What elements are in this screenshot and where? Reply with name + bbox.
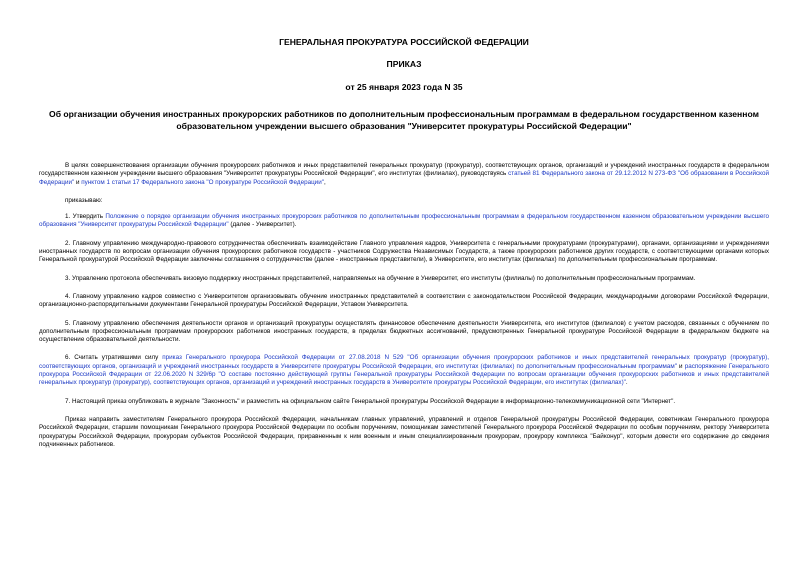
- preamble-paragraph: [39, 162, 769, 187]
- document-type: ПРИКАЗ: [386, 59, 422, 69]
- clause-1-start: 1. Утвердить: [65, 213, 106, 221]
- order-word: приказываю:: [65, 196, 103, 204]
- regulation-link[interactable]: Положение о порядке организации обучения иностранных прокурорских работников по дополнительным профессиональным программам в федеральном государственном казенном образовательном учреждении высшего образования "Университет прокуратуры Российской Федерации": [39, 213, 769, 229]
- clause-6-connector: и: [676, 362, 685, 370]
- document-body: [39, 162, 769, 449]
- order-529-link[interactable]: приказ Генерального прокурора Российской Федерации от 27.08.2018 N 529 "Об организации обучения прокурорских работников и иных представителей генеральных прокуратур (прокуратур), соответствующих органов, организаций и учреждений иностранных государств в Университете прокуратуры Российской Федерации, его институтах (филиалах) по дополнительным профессиональным программам": [39, 354, 770, 370]
- clause-6: [39, 354, 769, 387]
- distribution-paragraph: Приказ направить заместителям Генерального прокурора Российской Федерации, начальникам главных управлений, управлений и отделов Генеральной прокуратуры Российской Федерации, советникам Генерального прокурора Российской Федерации, старшим помощникам Генерального прокурора Российской Федерации по особым поручениям, помощникам заместителей Генерального прокурора Российской Федерации по особым поручениям, ректору Университета прокуратуры Российской Федерации, прокурорам субъектов Российской Федерации, приравненным к ним военным и иным специализированным прокурорам, прокурору комплекса "Байконур", которым довести его содержание до сведения подчиненных работников.: [39, 415, 769, 448]
- document-title: Об организации обучения иностранных прокурорских работников по дополнительным профессиональным программам в федеральном государственном казенном образовательном учреждении высшего образования "Университет прокуратуры Российской Федерации": [49, 109, 759, 131]
- preamble-end: ,: [323, 178, 326, 186]
- clause-3: 3. Управлению протокола обеспечивать визовую поддержку иностранных представителей, направляемых на обучение в Университет, его институты (филиалы) по дополнительным профессиональным программам.: [65, 274, 696, 282]
- clause-5: 5. Главному управлению обеспечения деятельности органов и организаций прокуратуры осуществлять финансовое обеспечение деятельности Университета, его институтов (филиалов) с учетом расходов, связанных с обучением по дополнительным профессиональным программам прокурорских работников иностранных государств, в пределах бюджетных ассигнований, предусмотренных Генеральной прокуратуре Российской Федерации в федеральном бюджете на осуществление образовательной деятельности.: [39, 319, 769, 344]
- clause-6-start: 6. Считать утратившими силу: [65, 354, 163, 362]
- clause-4: 4. Главному управлению кадров совместно с Университетом организовывать обучение иностранных представителей в соответствии с законодательством Российской Федерации, международными договорами Российской Федерации, организационно-распорядительными документами Генеральной прокуратуры Российской Федерации, Уставом Университета.: [39, 292, 769, 309]
- clause-6-end: .: [625, 379, 628, 387]
- prosecutor-law-link[interactable]: пунктом 1 статьи 17 Федерального закона "О прокуратуре Российской Федерации": [81, 178, 324, 186]
- document-date-number: от 25 января 2023 года N 35: [345, 82, 463, 92]
- clause-1: [39, 213, 769, 230]
- disposition-329-link[interactable]: распоряжение Генерального прокурора Российской Федерации от 22.06.2020 N 329/6р "О составе постоянно действующей группы Генеральной прокуратуры Российской Федерации по вопросам организации обучения прокурорских работников и иных представителей генеральных прокуратур (прокуратур), соответствующих органов, организаций и учреждений иностранных государств в Университете прокуратуры Российской Федерации, его институтах (филиалах)": [39, 362, 769, 387]
- preamble-connector: и: [74, 178, 82, 186]
- organization-heading: ГЕНЕРАЛЬНАЯ ПРОКУРАТУРА РОССИЙСКОЙ ФЕДЕРАЦИИ: [279, 37, 529, 47]
- preamble-text: В целях совершенствования организации обучения прокурорских работников и иных представителей генеральных прокуратур (прокуратур), соответствующих органов, организаций и учреждений иностранных государств в федеральном государственном казенном учреждении высшего образования "Университет прокуратуры Российской Федерации", его институтах (филиалах), руководствуясь: [39, 162, 769, 178]
- clause-2: 2. Главному управлению международно-правового сотрудничества обеспечивать взаимодействие Главного управления кадров, Университета с генеральными прокуратурами (прокуратурами), органами, организациями и учреждениями иностранных государств по вопросам организации обучения прокурорских работников государств - участников Содружества Независимых Государств, а также прокурорских работников других государств, с соответствующими органами которых Генеральной прокуратурой Российской Федерации заключены соглашения о сотрудничестве (далее - иностранные представители), в Университете, его институтах (филиалах) по дополнительным профессиональным программам.: [39, 239, 769, 264]
- clause-1-end: (далее - Университет).: [228, 221, 297, 229]
- clause-7: 7. Настоящий приказ опубликовать в журнале "Законность" и разместить на официальном сайте Генеральной прокуратуры Российской Федерации в информационно-телекоммуникационной сети "Интернет".: [65, 397, 676, 405]
- law-273-link[interactable]: статьей 81 Федерального закона от 29.12.2012 N 273-ФЗ "Об образовании в Российской Федерации": [39, 170, 769, 186]
- document-page: [39, 30, 769, 459]
